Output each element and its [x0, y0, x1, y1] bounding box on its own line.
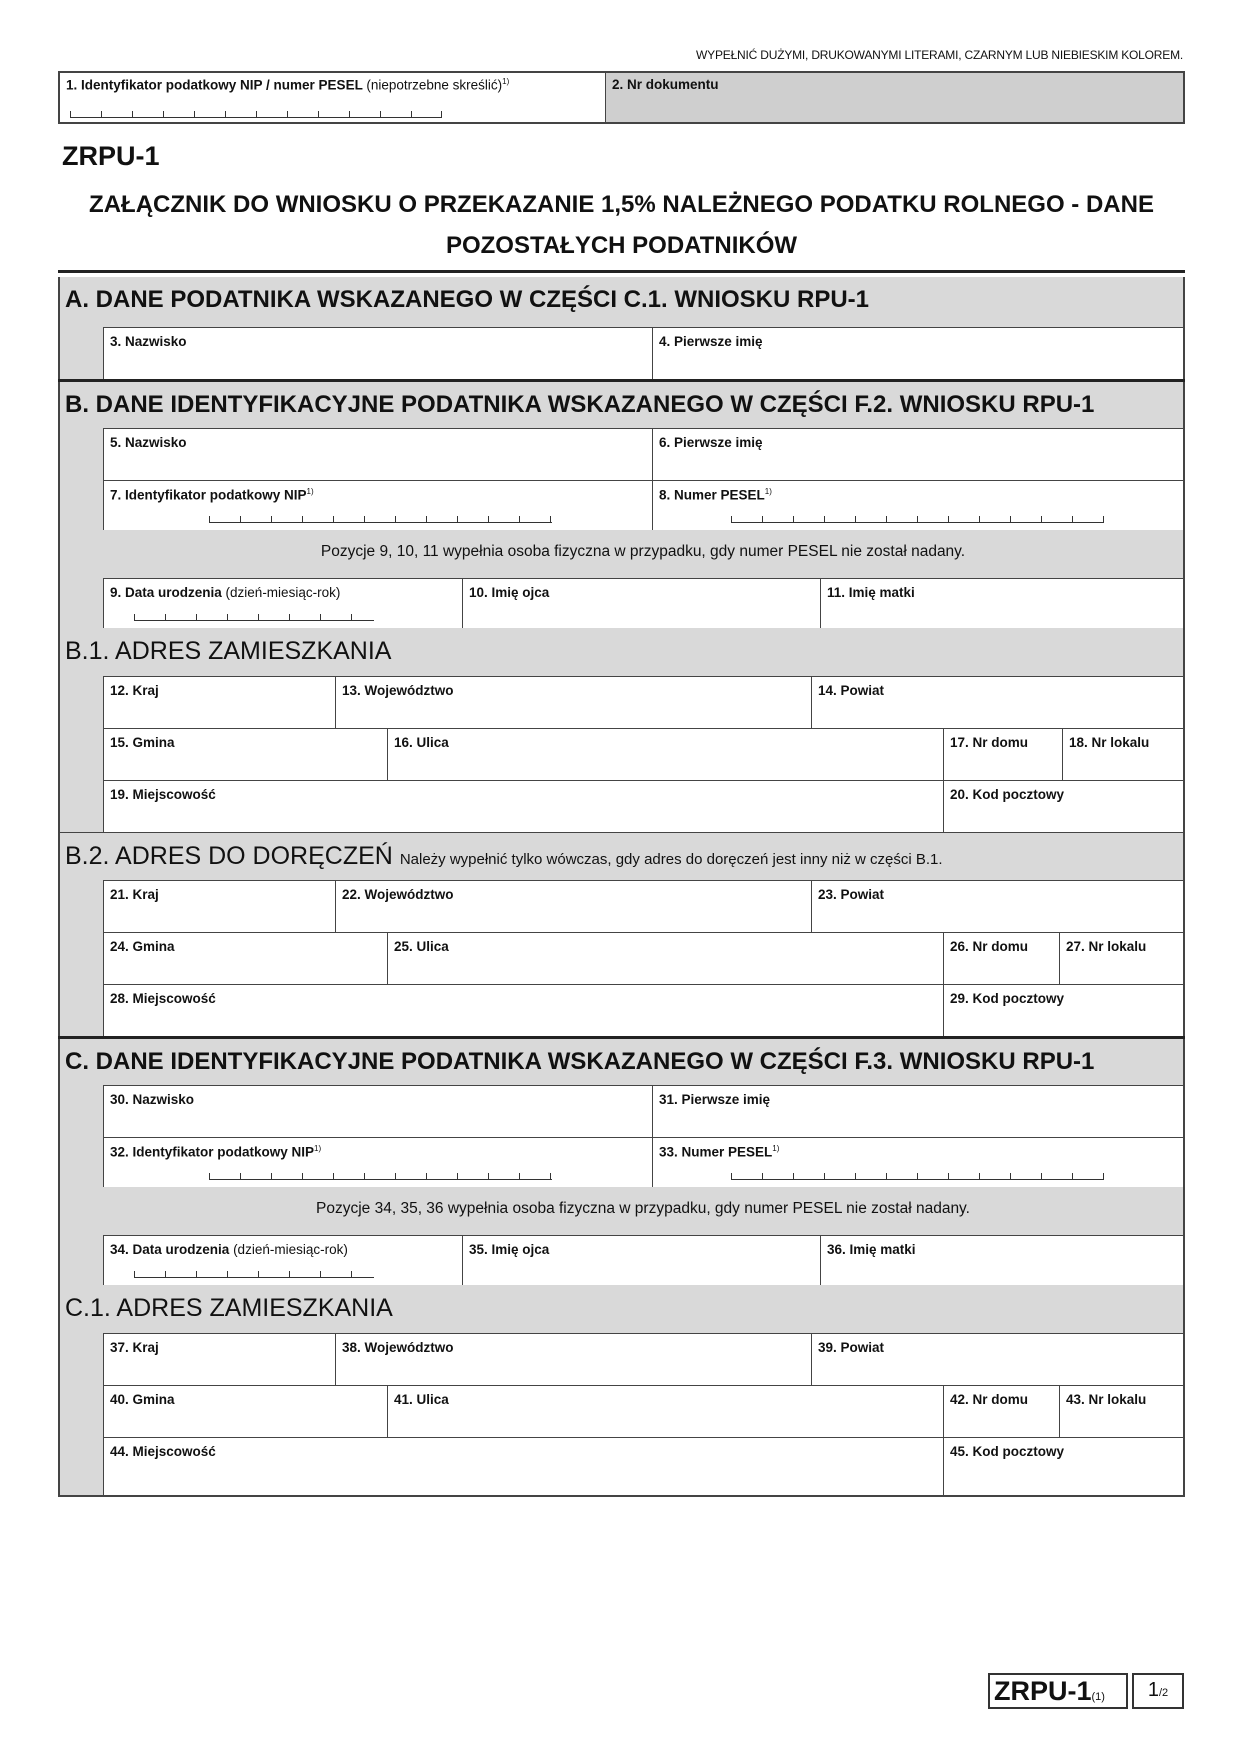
field-20-postal-code[interactable]	[943, 780, 1183, 832]
footer-page-number	[1132, 1673, 1184, 1709]
field-3-label: 3. Nazwisko	[110, 334, 187, 349]
nip-pesel-label: 1. Identyfikator podatkowy NIP / numer PESEL (niepotrzebne skreślić)$^{1)}$	[66, 77, 510, 93]
field-18-label: 18. Nr lokalu	[1069, 735, 1150, 750]
field-29-label: 29. Kod pocztowy	[950, 991, 1065, 1006]
field-31-label: 31. Pierwsze imię	[659, 1092, 771, 1107]
field-8-pesel[interactable]	[652, 480, 1183, 530]
field-17-label: 17. Nr domu	[950, 735, 1029, 750]
field-28-locality[interactable]	[103, 984, 943, 1036]
section-c1-header	[60, 1285, 1183, 1333]
section-c1-title: C.1. ADRES ZAMIESZKANIA	[65, 1294, 393, 1322]
section-b-header	[60, 382, 1183, 428]
date-comb	[134, 612, 374, 621]
section-c-header	[60, 1039, 1183, 1085]
field-40-label: 40. Gmina	[110, 1392, 175, 1407]
field-30-label: 30. Nazwisko	[110, 1092, 195, 1107]
page-total: /2	[1158, 1687, 1169, 1699]
section-b-info: Pozycje 9, 10, 11 wypełnia osoba fizyczna w przypadku, gdy numer PESEL nie został nadany.	[320, 543, 966, 560]
field-20-label: 20. Kod pocztowy	[950, 787, 1065, 802]
nip-pesel-field[interactable]	[60, 73, 606, 122]
footer-code: ZRPU-1	[994, 1676, 1092, 1706]
field-5-surname[interactable]	[103, 428, 652, 480]
form-title-line1: ZAŁĄCZNIK DO WNIOSKU O PRZEKAZANIE 1,5% NALEŻNEGO PODATKU ROLNEGO - DANE	[89, 191, 1154, 218]
field-16-street[interactable]	[387, 728, 943, 780]
field-34-birth-date[interactable]	[103, 1235, 462, 1285]
field-24-commune[interactable]	[103, 932, 387, 984]
field-36-mother-name[interactable]	[820, 1235, 1183, 1285]
field-13-voivodeship[interactable]	[335, 676, 811, 728]
field-44-locality[interactable]	[103, 1437, 943, 1495]
field-43-apartment-number[interactable]	[1059, 1385, 1183, 1437]
field-14-label: 14. Powiat	[818, 683, 885, 698]
field-12-country[interactable]	[103, 676, 335, 728]
field-27-apartment-number[interactable]	[1059, 932, 1183, 984]
field-19-label: 19. Miejscowość	[110, 787, 216, 802]
field-8-label: 8. Numer PESEL$^{1)}$	[659, 487, 772, 503]
field-35-label: 35. Imię ojca	[469, 1242, 550, 1257]
field-3-surname[interactable]	[103, 327, 652, 379]
section-c-title: C. DANE IDENTYFIKACYJNE PODATNIKA WSKAZANEGO W CZĘŚCI F.3. WNIOSKU RPU-1	[65, 1048, 1095, 1075]
field-25-label: 25. Ulica	[394, 939, 449, 954]
field-37-country[interactable]	[103, 1333, 335, 1385]
footer-form-code	[988, 1673, 1128, 1709]
form-code: ZRPU-1	[62, 141, 160, 171]
field-14-district[interactable]	[811, 676, 1183, 728]
field-22-label: 22. Województwo	[342, 887, 454, 902]
field-16-label: 16. Ulica	[394, 735, 449, 750]
section-b-title: B. DANE IDENTYFIKACYJNE PODATNIKA WSKAZANEGO W CZĘŚCI F.2. WNIOSKU RPU-1	[65, 391, 1095, 418]
field-42-label: 42. Nr domu	[950, 1392, 1029, 1407]
field-32-nip[interactable]	[103, 1137, 652, 1187]
field-4-label: 4. Pierwsze imię	[659, 334, 763, 349]
field-10-label: 10. Imię ojca	[469, 585, 550, 600]
document-number-field	[606, 73, 1183, 122]
field-29-postal-code[interactable]	[943, 984, 1183, 1036]
field-11-label: 11. Imię matki	[827, 585, 915, 600]
field-15-commune[interactable]	[103, 728, 387, 780]
section-a-title: A. DANE PODATNIKA WSKAZANEGO W CZĘŚCI C.1. WNIOSKU RPU-1	[65, 286, 870, 313]
field-15-label: 15. Gmina	[110, 735, 175, 750]
field-6-first-name[interactable]	[652, 428, 1183, 480]
field-39-district[interactable]	[811, 1333, 1183, 1385]
field-31-first-name[interactable]	[652, 1085, 1183, 1137]
page-number: 1	[1147, 1679, 1159, 1701]
field-9-birth-date[interactable]	[103, 578, 462, 628]
fill-instruction: WYPEŁNIĆ DUŻYMI, DRUKOWANYMI LITERAMI, CZARNYM LUB NIEBIESKIM KOLOREM.	[696, 48, 1183, 62]
field-36-label: 36. Imię matki	[827, 1242, 916, 1257]
field-34-label: 34. Data urodzenia (dzień-miesiąc-rok)	[110, 1242, 348, 1257]
field-22-voivodeship[interactable]	[335, 880, 811, 932]
section-b1-header	[60, 628, 1183, 676]
field-9-label: 9. Data urodzenia (dzień-miesiąc-rok)	[110, 585, 341, 600]
field-11-mother-name[interactable]	[820, 578, 1183, 628]
section-b2-title: B.2. ADRES DO DORĘCZEŃ Należy wypełnić tylko wówczas, gdy adres do doręczeń jest inny niż w części B.1.	[65, 842, 943, 870]
field-33-label: 33. Numer PESEL$^{1)}$	[659, 1144, 780, 1160]
field-35-father-name[interactable]	[462, 1235, 820, 1285]
field-44-label: 44. Miejscowość	[110, 1444, 216, 1459]
field-39-label: 39. Powiat	[818, 1340, 885, 1355]
field-32-label: 32. Identyfikator podatkowy NIP$^{1)}$	[110, 1144, 322, 1160]
nip-pesel-comb	[70, 109, 442, 118]
date-comb	[134, 1269, 374, 1278]
document-number-label: 2. Nr dokumentu	[612, 77, 719, 92]
field-21-label: 21. Kraj	[110, 887, 159, 902]
field-5-label: 5. Nazwisko	[110, 435, 187, 450]
field-26-house-number[interactable]	[943, 932, 1059, 984]
field-41-street[interactable]	[387, 1385, 943, 1437]
footer-version: (1)	[1091, 1691, 1105, 1703]
field-27-label: 27. Nr lokalu	[1066, 939, 1147, 954]
field-28-label: 28. Miejscowość	[110, 991, 216, 1006]
field-4-first-name[interactable]	[652, 327, 1183, 379]
field-40-commune[interactable]	[103, 1385, 387, 1437]
field-18-apartment-number[interactable]	[1062, 728, 1183, 780]
field-23-district[interactable]	[811, 880, 1183, 932]
field-30-surname[interactable]	[103, 1085, 652, 1137]
field-45-postal-code[interactable]	[943, 1437, 1183, 1495]
form-title	[58, 184, 1185, 266]
field-17-house-number[interactable]	[943, 728, 1062, 780]
field-41-label: 41. Ulica	[394, 1392, 449, 1407]
section-c-info: Pozycje 34, 35, 36 wypełnia osoba fizyczna w przypadku, gdy numer PESEL nie został nadany.	[316, 1200, 970, 1217]
section-b1-title: B.1. ADRES ZAMIESZKANIA	[65, 637, 392, 665]
field-21-country[interactable]	[103, 880, 335, 932]
field-26-label: 26. Nr domu	[950, 939, 1029, 954]
field-38-voivodeship[interactable]	[335, 1333, 811, 1385]
header-box	[58, 71, 1185, 124]
field-10-father-name[interactable]	[462, 578, 820, 628]
field-7-nip[interactable]	[103, 480, 652, 530]
form-title-line2: POZOSTAŁYCH PODATNIKÓW	[445, 232, 798, 259]
pesel-comb	[731, 1171, 1104, 1180]
field-7-label: 7. Identyfikator podatkowy NIP$^{1)}$	[110, 487, 314, 503]
field-13-label: 13. Województwo	[342, 683, 454, 698]
pesel-comb	[731, 514, 1104, 523]
field-45-label: 45. Kod pocztowy	[950, 1444, 1065, 1459]
field-25-street[interactable]	[387, 932, 943, 984]
field-12-label: 12. Kraj	[110, 683, 159, 698]
nip-comb	[209, 514, 552, 523]
section-b2-header	[60, 832, 1183, 881]
field-23-label: 23. Powiat	[818, 887, 885, 902]
nip-comb	[209, 1171, 552, 1180]
field-19-locality[interactable]	[103, 780, 943, 832]
field-43-label: 43. Nr lokalu	[1066, 1392, 1147, 1407]
section-a-header	[60, 277, 1183, 327]
field-6-label: 6. Pierwsze imię	[659, 435, 763, 450]
title-rule	[58, 270, 1185, 273]
field-38-label: 38. Województwo	[342, 1340, 454, 1355]
field-42-house-number[interactable]	[943, 1385, 1059, 1437]
field-33-pesel[interactable]	[652, 1137, 1183, 1187]
field-24-label: 24. Gmina	[110, 939, 175, 954]
field-37-label: 37. Kraj	[110, 1340, 159, 1355]
